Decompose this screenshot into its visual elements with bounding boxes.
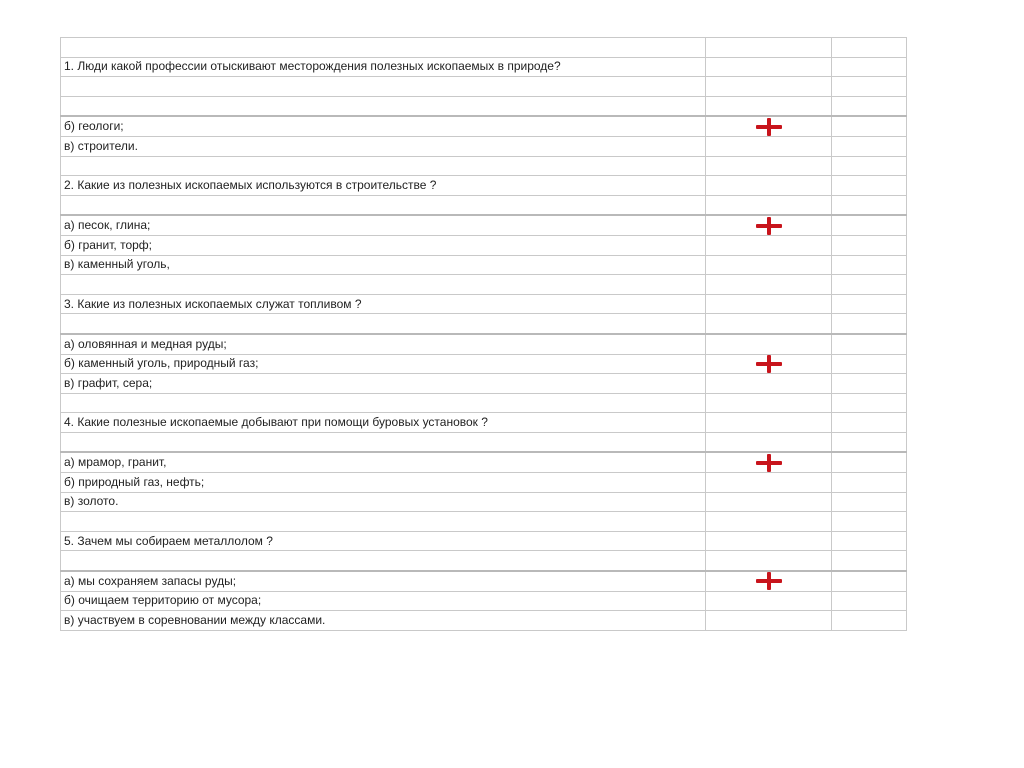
- answer-mark-cell[interactable]: [706, 354, 832, 374]
- question-cell[interactable]: 3. Какие из полезных ископаемых служат топливом ?: [61, 294, 706, 314]
- empty-cell[interactable]: [832, 432, 907, 452]
- plus-icon: [756, 572, 782, 590]
- question-cell[interactable]: [61, 96, 706, 116]
- question-cell[interactable]: б) каменный уголь, природный газ;: [61, 354, 706, 374]
- question-cell[interactable]: б) гранит, торф;: [61, 235, 706, 255]
- table-row: [61, 255, 907, 275]
- table-row: [61, 473, 907, 493]
- question-cell[interactable]: в) строители.: [61, 136, 706, 156]
- answer-mark-cell[interactable]: [706, 473, 832, 493]
- table-row: [61, 591, 907, 611]
- empty-cell[interactable]: [832, 275, 907, 295]
- answer-mark-cell[interactable]: [706, 374, 832, 394]
- empty-cell[interactable]: [832, 215, 907, 235]
- table-row: [61, 512, 907, 532]
- empty-cell[interactable]: [832, 77, 907, 97]
- table-row: [61, 432, 907, 452]
- table-row: [61, 136, 907, 156]
- question-cell[interactable]: [61, 156, 706, 176]
- answer-mark-cell[interactable]: [706, 176, 832, 196]
- empty-cell[interactable]: [832, 96, 907, 116]
- answer-mark-cell[interactable]: [706, 215, 832, 235]
- empty-cell[interactable]: [832, 334, 907, 354]
- table-row: [61, 492, 907, 512]
- answer-mark-cell[interactable]: [706, 413, 832, 433]
- plus-icon: [756, 454, 782, 472]
- answer-mark-cell[interactable]: [706, 195, 832, 215]
- empty-cell[interactable]: [832, 176, 907, 196]
- table-row: [61, 374, 907, 394]
- empty-cell[interactable]: [832, 314, 907, 334]
- answer-mark-cell[interactable]: [706, 57, 832, 77]
- table-row: [61, 156, 907, 176]
- empty-cell[interactable]: [832, 255, 907, 275]
- table-row: [61, 38, 907, 58]
- empty-cell[interactable]: [832, 512, 907, 532]
- question-cell[interactable]: 1. Люди какой профессии отыскивают месторождения полезных ископаемых в природе?: [61, 57, 706, 77]
- empty-cell[interactable]: [832, 38, 907, 58]
- question-cell[interactable]: а) оловянная и медная руды;: [61, 334, 706, 354]
- empty-cell[interactable]: [832, 393, 907, 413]
- table-row: [61, 393, 907, 413]
- answer-mark-cell[interactable]: [706, 156, 832, 176]
- question-cell[interactable]: [61, 314, 706, 334]
- table-row: [61, 195, 907, 215]
- question-cell[interactable]: б) очищаем территорию от мусора;: [61, 591, 706, 611]
- table-row: [61, 116, 907, 136]
- table-row: [61, 413, 907, 433]
- question-cell[interactable]: [61, 551, 706, 571]
- answer-mark-cell[interactable]: [706, 452, 832, 472]
- answer-mark-cell[interactable]: [706, 294, 832, 314]
- question-cell[interactable]: а) песок, глина;: [61, 215, 706, 235]
- empty-cell[interactable]: [832, 473, 907, 493]
- question-cell[interactable]: а) мы сохраняем запасы руды;: [61, 571, 706, 591]
- empty-cell[interactable]: [832, 611, 907, 631]
- table-row: [61, 176, 907, 196]
- question-cell[interactable]: а) мрамор, гранит,: [61, 452, 706, 472]
- empty-cell[interactable]: [832, 195, 907, 215]
- empty-cell[interactable]: [832, 571, 907, 591]
- question-cell[interactable]: [61, 432, 706, 452]
- question-cell[interactable]: в) золото.: [61, 492, 706, 512]
- answer-mark-cell[interactable]: [706, 77, 832, 97]
- answer-mark-cell[interactable]: [706, 432, 832, 452]
- answer-mark-cell[interactable]: [706, 512, 832, 532]
- empty-cell[interactable]: [832, 116, 907, 136]
- answer-mark-cell[interactable]: [706, 235, 832, 255]
- table-row: [61, 215, 907, 235]
- answer-mark-cell[interactable]: [706, 314, 832, 334]
- question-cell[interactable]: 2. Какие из полезных ископаемых используются в строительстве ?: [61, 176, 706, 196]
- table-row: [61, 77, 907, 97]
- empty-cell[interactable]: [832, 492, 907, 512]
- question-cell[interactable]: 5. Зачем мы собираем металлолом ?: [61, 531, 706, 551]
- answer-mark-cell[interactable]: [706, 551, 832, 571]
- question-cell[interactable]: в) каменный уголь,: [61, 255, 706, 275]
- answer-mark-cell[interactable]: [706, 116, 832, 136]
- table-row: [61, 531, 907, 551]
- table-row: [61, 354, 907, 374]
- plus-icon: [756, 118, 782, 136]
- table-row: [61, 57, 907, 77]
- table-row: [61, 235, 907, 255]
- table-row: [61, 571, 907, 591]
- question-cell[interactable]: б) геологи;: [61, 116, 706, 136]
- table-row: [61, 314, 907, 334]
- answer-mark-cell[interactable]: [706, 334, 832, 354]
- table-row: [61, 275, 907, 295]
- empty-cell[interactable]: [832, 591, 907, 611]
- empty-cell[interactable]: [832, 235, 907, 255]
- table-row: [61, 334, 907, 354]
- table-row: [61, 294, 907, 314]
- table-row: [61, 452, 907, 472]
- question-cell[interactable]: 4. Какие полезные ископаемые добывают при помощи буровых установок ?: [61, 413, 706, 433]
- answer-mark-cell[interactable]: [706, 136, 832, 156]
- plus-icon: [756, 355, 782, 373]
- question-cell[interactable]: б) природный газ, нефть;: [61, 473, 706, 493]
- question-cell[interactable]: [61, 512, 706, 532]
- empty-cell[interactable]: [832, 57, 907, 77]
- answer-mark-cell[interactable]: [706, 38, 832, 58]
- empty-cell[interactable]: [832, 354, 907, 374]
- question-cell[interactable]: [61, 275, 706, 295]
- empty-cell[interactable]: [832, 374, 907, 394]
- empty-cell[interactable]: [832, 294, 907, 314]
- answer-mark-cell[interactable]: [706, 611, 832, 631]
- question-cell[interactable]: в) участвуем в соревновании между классами.: [61, 611, 706, 631]
- question-cell[interactable]: [61, 195, 706, 215]
- sheet-body: [61, 38, 907, 631]
- empty-cell[interactable]: [832, 531, 907, 551]
- table-row: [61, 551, 907, 571]
- question-cell[interactable]: [61, 393, 706, 413]
- table-row: [61, 611, 907, 631]
- answer-mark-cell[interactable]: [706, 571, 832, 591]
- answer-mark-cell[interactable]: [706, 275, 832, 295]
- answer-mark-cell[interactable]: [706, 255, 832, 275]
- plus-icon: [756, 217, 782, 235]
- empty-cell[interactable]: [832, 551, 907, 571]
- question-cell[interactable]: в) графит, сера;: [61, 374, 706, 394]
- empty-cell[interactable]: [832, 136, 907, 156]
- question-cell[interactable]: [61, 77, 706, 97]
- answer-mark-cell[interactable]: [706, 531, 832, 551]
- table-row: [61, 96, 907, 116]
- question-cell[interactable]: [61, 38, 706, 58]
- answer-mark-cell[interactable]: [706, 492, 832, 512]
- answer-mark-cell[interactable]: [706, 96, 832, 116]
- answer-mark-cell[interactable]: [706, 591, 832, 611]
- empty-cell[interactable]: [832, 452, 907, 472]
- quiz-spreadsheet: [60, 37, 907, 631]
- empty-cell[interactable]: [832, 413, 907, 433]
- empty-cell[interactable]: [832, 156, 907, 176]
- answer-mark-cell[interactable]: [706, 393, 832, 413]
